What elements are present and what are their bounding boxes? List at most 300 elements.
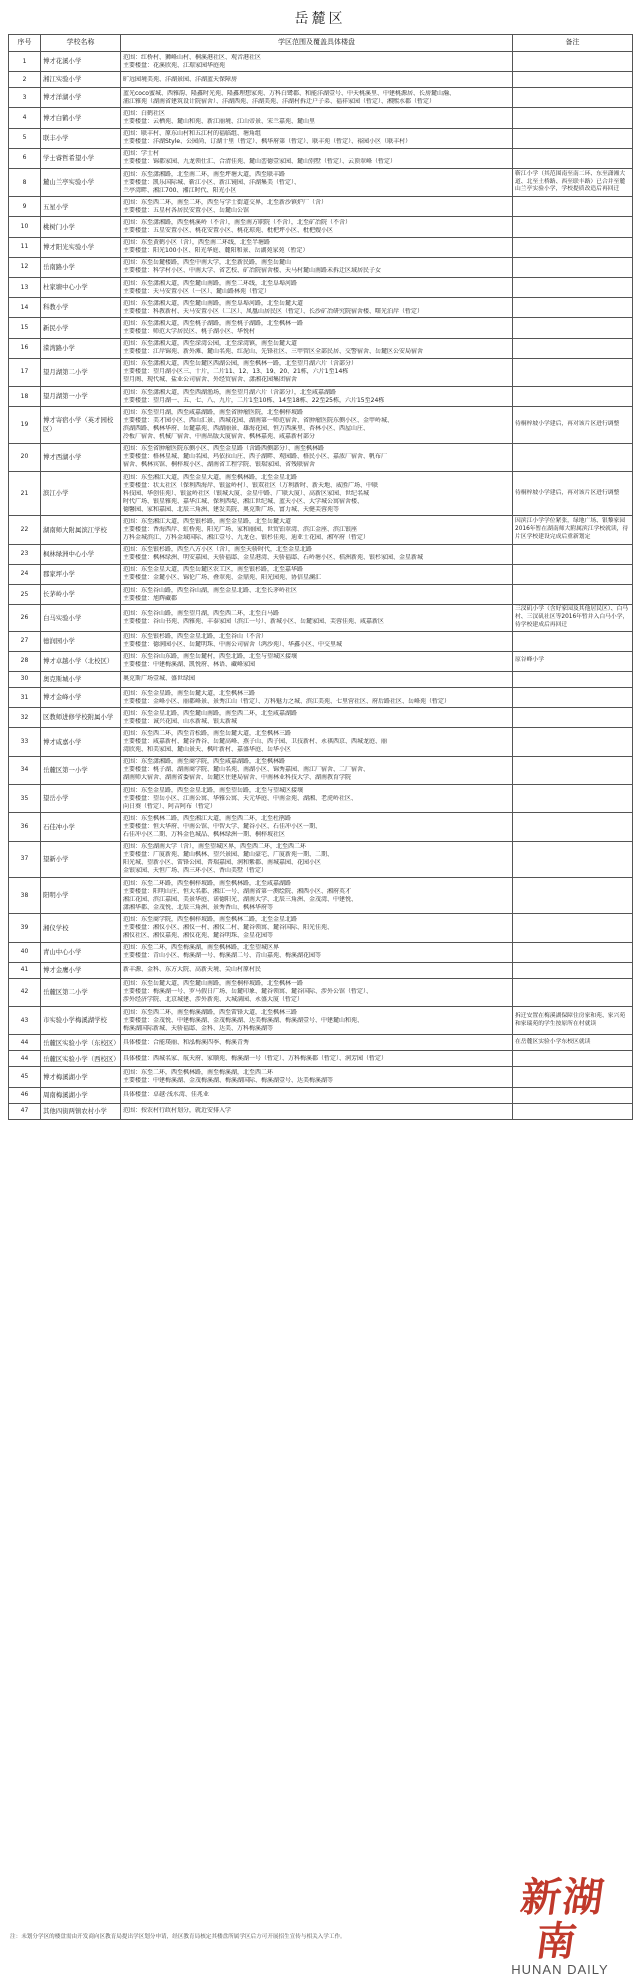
range-line: 范围：学士村 xyxy=(123,150,160,158)
range-line: 石佳冲小区二期、万科金色城品、枫林绿洲一期、桐梓坡社区 xyxy=(123,830,286,838)
district-range xyxy=(121,318,513,338)
school-name: 市实验小学梅溪湖学校 xyxy=(41,1007,121,1035)
table-row xyxy=(9,257,633,277)
school-name: 奥克斯城小学 xyxy=(41,671,121,687)
district-range xyxy=(121,585,513,605)
range-line: 宿舍、枫林宾馆、桐梓坡小区、湖南省工程学院、银瑞家园、省残联宿舍 xyxy=(123,461,316,469)
range-line: 主要楼盘：枫林绿洲、明安嘉园、天骄福邸、金星港湾、天骄福邸、石岭塘小区、桔洲新苑、银杉家园、金星新城 xyxy=(123,554,424,562)
table-row xyxy=(9,72,633,88)
remark xyxy=(513,358,633,386)
school-name: 五星小学 xyxy=(41,197,121,217)
remark xyxy=(513,877,633,913)
district-range xyxy=(121,128,513,148)
row-number: 20 xyxy=(9,443,41,471)
school-name: 白马实验小学 xyxy=(41,605,121,631)
range-line: 主要楼盘：中建梅溪湖、凯悦府、林语、藏峰家园 xyxy=(123,661,256,669)
watermark-english-text: HUNAN DAILY xyxy=(511,1962,609,1977)
remark xyxy=(513,1067,633,1087)
district-range xyxy=(121,1035,513,1051)
range-line: 范围：联丰村、原东山村和五江村的福临组、塘角组 xyxy=(123,130,262,138)
range-line: 范围：东至西二环，南至梅溪湖路，西至雷锋大道，北至枫林三路 xyxy=(123,1008,298,1016)
table-row xyxy=(9,217,633,237)
range-line: 主要楼盘：阳光100小区、阳光华庭、麓阳和景、岳湖苑家苑（暂定） xyxy=(123,247,309,255)
range-line: 主要楼盘：旭辉藏郡 xyxy=(123,594,178,602)
range-line: 主要楼盘：格林星城、麓山名园、玛依拉山庄、西子湖畔、观园路、格民小区、嘉浓厂宿舍、帆布厂 xyxy=(123,453,388,461)
row-number: 28 xyxy=(9,651,41,671)
row-number: 43 xyxy=(9,1007,41,1035)
row-number: 35 xyxy=(9,784,41,812)
row-number: 30 xyxy=(9,671,41,687)
remark xyxy=(513,52,633,72)
district-range xyxy=(121,197,513,217)
page-title: 岳麓区 xyxy=(294,11,346,27)
district-range xyxy=(121,544,513,564)
row-number: 24 xyxy=(9,564,41,584)
remark xyxy=(513,1087,633,1103)
school-name: 新民小学 xyxy=(41,318,121,338)
range-line: 万科金城滨江、万科金域国际、湘江壹号、九龙仓、银杉佳苑、迪亚士花园、湘军府（暂定） xyxy=(123,534,370,542)
range-line: 范围：东至二环，西至梅溪湖，南至枫林路，北至望城区界 xyxy=(123,944,280,952)
district-range xyxy=(121,108,513,128)
table-row xyxy=(9,128,633,148)
remark xyxy=(513,813,633,841)
range-line: 范围：东至二环，西至枫林路，南至梅溪湖，北至西二环 xyxy=(123,1068,274,1076)
row-number: 15 xyxy=(9,318,41,338)
district-range xyxy=(121,237,513,257)
school-name: 湘江实验小学 xyxy=(41,72,121,88)
row-number: 17 xyxy=(9,358,41,386)
range-line: 范围：东至潇湘大道，西至麓山南路，南至阜埠河路，北至岳麓大道 xyxy=(123,299,304,307)
district-range xyxy=(121,813,513,841)
range-line: 范围：东至谷山东路，南至岳麓村，西至北路，北至与望城区接壤 xyxy=(123,653,298,661)
range-line: 范围：按农村行政村划分，就近安排入学 xyxy=(123,1107,232,1115)
table-row xyxy=(9,88,633,108)
remark xyxy=(513,544,633,564)
range-line: 主要楼盘：桃子湖、湖南商学院、麓山名苑、南湖小区、锦秀嘉园、南江厂宿舍、二厂宿舍、 xyxy=(123,766,370,774)
table-row xyxy=(9,277,633,297)
range-line: 浦江雅苑（湖南省建筑设计院宿舍）、洋湖西苑、洋湖美苑、洋湖村拆迁户子弟、福祥家园（暂定）、湘熙水郡（暂定） xyxy=(123,97,436,105)
district-range xyxy=(121,756,513,784)
district-range xyxy=(121,841,513,877)
range-line: 范围：东至湘江大道，西至金星大道，南至枫林路，北至金星北路 xyxy=(123,473,298,481)
range-line: 梅溪湖国际新城、天骄福邸、金科、达美、万科梅溪湖等 xyxy=(123,1024,274,1032)
range-line: 主要楼盘：云栖苑、麓山和苑、新江丽境、江山帝景、宋兰嘉苑、麓山里 xyxy=(123,117,316,125)
district-range xyxy=(121,407,513,443)
range-line: 主要楼盘：洋湖Style、公园尚、订湖十里（暂定）、枫华府第（暂定）、联丰苑（暂定）、裕园小区（联丰村） xyxy=(123,138,412,146)
school-name: 望岳小学 xyxy=(41,784,121,812)
range-line: 主要楼盘：湘仪小区、湘仪一村、湘仪二村、麓谷领寓、麓谷国际、阳光佳苑、 xyxy=(123,923,334,931)
range-line: 范围：东至银杉路，西至八方小区（含），南至天骄时代，北至金星北路 xyxy=(123,546,313,554)
school-name: 桃树门小学 xyxy=(41,217,121,237)
table-row xyxy=(9,631,633,651)
col-header-remark: 备注 xyxy=(513,35,633,52)
row-number: 44 xyxy=(9,1035,41,1051)
range-line: 主要楼盘：望月湖一、五、七、八、九片，二片1至10栋、14至18栋、22至25栋，六片15至24栋 xyxy=(123,396,385,404)
district-range xyxy=(121,564,513,584)
table-row xyxy=(9,651,633,671)
row-number: 11 xyxy=(9,237,41,257)
table-row xyxy=(9,108,633,128)
range-line: 主要楼盘：五星村各居民安置小区、岳麓山公馆 xyxy=(123,206,250,214)
school-name: 望月湖第一小学 xyxy=(41,387,121,407)
remark xyxy=(513,687,633,707)
table-row xyxy=(9,168,633,196)
table-row xyxy=(9,978,633,1006)
range-line: 范围：红桥村、狮峰山村、桐溪港社区、观音港社区 xyxy=(123,53,262,61)
remark xyxy=(513,756,633,784)
school-name: 学士睿哲希望小学 xyxy=(41,148,121,168)
row-number: 5 xyxy=(9,128,41,148)
table-row xyxy=(9,318,633,338)
district-range xyxy=(121,728,513,756)
range-line: 主要楼盘：谷山书苑、西雅苑、丰泰家园（滨江一号）、新城小区、岳麓家园、芙蓉佳苑、咸嘉新区 xyxy=(123,617,385,625)
range-line: 兰亭湾畔、湘江700、湘江时代、阳光小区 xyxy=(123,186,237,194)
range-line: 范围：东至商学院，西至桐梓坡路，南至枫林二路，北至金星北路 xyxy=(123,915,298,923)
table-row xyxy=(9,471,633,516)
row-number: 21 xyxy=(9,471,41,516)
district-range xyxy=(121,387,513,407)
district-range xyxy=(121,516,513,544)
school-name: 岳麓区实验小学（西校区） xyxy=(41,1051,121,1067)
range-line: 金银家园、天恒广场、西三环小区、香山美墅（暂定） xyxy=(123,867,268,875)
school-name: 博才梅溪湖小学 xyxy=(41,1067,121,1087)
table-row xyxy=(9,1087,633,1103)
district-range xyxy=(121,338,513,358)
row-number: 33 xyxy=(9,728,41,756)
range-line: 主要楼盘：恒大华府、中南公馆、中智大学、麓谷小区、石佳冲小区一期、 xyxy=(123,822,322,830)
school-name: 博才西湖小学 xyxy=(41,443,121,471)
remark xyxy=(513,88,633,108)
remark xyxy=(513,631,633,651)
range-line: 主要楼盘：天马安置小区（一区）、麓山路林苑（暂定） xyxy=(123,287,271,295)
remark: 原谷峰小学 xyxy=(513,651,633,671)
range-line: 具体楼盘：卓越·浅水湾、佳兆业 xyxy=(123,1091,209,1099)
table-row xyxy=(9,708,633,728)
row-number: 37 xyxy=(9,841,41,877)
range-line: 主要楼盘：望月湖小区三、十片，二片11、12、13、19、20、21栋，六片1至14栋 xyxy=(123,368,349,376)
footnote: 注：未划分学区的楼盘需由开发商向区教育局提出学区划分申请，经区教育局核定其楼盘所属学区后方可开展招生宣传与相关入学工作。 xyxy=(10,1934,346,1940)
district-range xyxy=(121,52,513,72)
district-range xyxy=(121,168,513,196)
remark xyxy=(513,671,633,687)
remark xyxy=(513,197,633,217)
table-row xyxy=(9,1103,633,1119)
school-name: 博才金峰小学 xyxy=(41,687,121,707)
row-number: 18 xyxy=(9,387,41,407)
school-name: 科教小学 xyxy=(41,298,121,318)
range-line: 主要楼盘：金峰小区、丽都峰景、景秀江山（暂定）、万科魅力之城、滨江美苑、七里营社区、府后路社区、岳峰苑（暂定） xyxy=(123,697,451,705)
remark xyxy=(513,1103,633,1119)
range-line: 主要楼盘：花溪欣苑、江璟家园华庭苑 xyxy=(123,61,226,69)
district-range xyxy=(121,877,513,913)
range-line: 主要楼盘：江岸锦苑、新外滩、麓山名苑、红泥山、先锋社区、三甲管区全部民居、交警宿舍、岳麓区公安局宿舍 xyxy=(123,348,424,356)
district-range xyxy=(121,708,513,728)
range-line: 范围：东至潇湘大道，西至麓山南路，南至二环线，北至阜埠河路 xyxy=(123,279,298,287)
district-range xyxy=(121,298,513,318)
remark xyxy=(513,108,633,128)
range-line: 范围：东至二环路，西至桐梓坡路，南至枫林路，北至咸嘉湖路 xyxy=(123,879,292,887)
remark xyxy=(513,338,633,358)
school-name: 湖南师大附属滨江学校 xyxy=(41,516,121,544)
table-row xyxy=(9,564,633,584)
school-name: 湘仪学校 xyxy=(41,914,121,942)
range-line: 湘江花园、滨江嘉园、美景华庭、诺德阳光、湖南大学、北辰三角洲、金茂湾、中建悦、 xyxy=(123,895,358,903)
row-number: 16 xyxy=(9,338,41,358)
range-line: 范围：东至潇湘大道，西至岳麓区西湖公园，南至枫林一路，北至望月湖六片（含部分） xyxy=(123,360,358,368)
remark xyxy=(513,841,633,877)
hunan-daily-watermark xyxy=(500,1876,620,1977)
table-row xyxy=(9,784,633,812)
row-number: 31 xyxy=(9,687,41,707)
remark xyxy=(513,387,633,407)
row-number: 36 xyxy=(9,813,41,841)
remark xyxy=(513,298,633,318)
range-line: 奥克斯广场壹城、盛世绿园 xyxy=(123,675,196,683)
range-line: 涉外经济学院、北京城建、涉外新苑、大城满园、永盛大厦（暂定） xyxy=(123,996,304,1004)
remark xyxy=(513,318,633,338)
school-name: 博才花溪小学 xyxy=(41,52,121,72)
district-range xyxy=(121,72,513,88)
range-line: 阳光城、望新小区、雷锋公园、普瑞嘉园、润和紫郡、南城嘉园、花园小区 xyxy=(123,859,322,867)
remark xyxy=(513,962,633,978)
table-row xyxy=(9,148,633,168)
school-name: 博才洋湖小学 xyxy=(41,88,121,108)
range-line: 主要楼盘：金茂悦、中建梅溪湖、金茂梅溪湖、达美梅溪湖、梅溪湖壹号、中建麓山和苑、 xyxy=(123,1016,364,1024)
school-name: 博才寄宿小学（英才园校区） xyxy=(41,407,121,443)
district-range xyxy=(121,1067,513,1087)
range-line: 主要楼盘：青山小区、梅溪湖一号、梅溪湖二号、青山嘉苑、梅溪湖花园等 xyxy=(123,952,322,960)
range-line: 向日葵（暂定）、阿吉阿布（暂定） xyxy=(123,802,217,810)
row-number: 19 xyxy=(9,407,41,443)
row-number: 22 xyxy=(9,516,41,544)
school-name: 望新小学 xyxy=(41,841,121,877)
table-row xyxy=(9,671,633,687)
table-row xyxy=(9,728,633,756)
table-row xyxy=(9,443,633,471)
row-number: 45 xyxy=(9,1067,41,1087)
school-name: 岳麓区实验小学（东校区） xyxy=(41,1035,121,1051)
col-header-no: 序号 xyxy=(9,35,41,52)
range-line: 潇湘华都、金茂悦、北辰三角洲、景秀香山、枫林华府等 xyxy=(123,903,274,911)
table-row xyxy=(9,358,633,386)
range-line: 范围：东至望月湖，西至咸嘉湖路，南至省肿瘤医院，北至桐梓坡路 xyxy=(123,408,304,416)
school-name: 博才阳光实验小学 xyxy=(41,237,121,257)
table-row xyxy=(9,942,633,962)
remark xyxy=(513,585,633,605)
remark xyxy=(513,564,633,584)
table-row xyxy=(9,877,633,913)
range-line: 主要楼盘：金麓小区、锦伦广场、叠翠苑、金鼎苑、阳光园苑、协信星澜汇 xyxy=(123,574,322,582)
row-number: 13 xyxy=(9,277,41,297)
range-line: 蓝光coco蜜城、西雅韵、隆鑫时光苑、隆鑫理想家苑、万科白鹭郡、和能洋湖壹号、中天桃溪里、中建桃源居、长房麓山瀚、 xyxy=(123,89,455,97)
row-number: 2 xyxy=(9,72,41,88)
district-range xyxy=(121,631,513,651)
range-line: 湾欣苑、和美家园、麓山景天、枫叶新村、嘉盛华庭、岳华小区 xyxy=(123,745,292,753)
district-range xyxy=(121,1087,513,1103)
district-range xyxy=(121,358,513,386)
range-line: 望月阁、现代城、盐业公司宿舍、外经贸宿舍、潇湘花园集团宿舍 xyxy=(123,376,298,384)
range-line: 范围：东至潇湘路，北至南二环，南至坪塘大道，西至联丰路 xyxy=(123,170,286,178)
range-line: 具体楼盘：合能璞丽、和泓梅溪四季、梅溪青秀 xyxy=(123,1038,250,1046)
range-line: 范围：东至金星路，南至岳麓大道，北至枫林三路 xyxy=(123,689,256,697)
range-line: 范围：东至湘江大道，西至银杉路，南至金星路，北至岳麓大道 xyxy=(123,518,292,525)
district-range xyxy=(121,605,513,631)
remark xyxy=(513,237,633,257)
table-row xyxy=(9,237,633,257)
range-line: 旷远园境美苑、洋湖景园、洋湖蓝天保障房 xyxy=(123,75,238,83)
remark xyxy=(513,148,633,168)
table-row xyxy=(9,962,633,978)
district-range xyxy=(121,651,513,671)
remark xyxy=(513,914,633,942)
school-name: 博才金鹰小学 xyxy=(41,962,121,978)
range-line: 主要楼盘：美才园小区、西山汇景、西城花园、湖南第一师范宿舍、省肿瘤医院东侧小区、金甲岭城、 xyxy=(123,416,394,424)
range-line: 主要楼盘：五星安置小区、桃花安置小区、桃花琼苑、枇杷坪小区、枇杷嫂小区 xyxy=(123,227,334,235)
remark: 待桐梓坡小学建后，再对该片区进行调整 xyxy=(513,407,633,443)
range-line: 范围：东至谷山路，南至望月湖，西至西二环，北至白马路 xyxy=(123,609,280,617)
school-name: 麓山兰亭实验小学 xyxy=(41,168,121,196)
col-header-range: 学区范围及覆盖具体楼盘 xyxy=(121,35,513,52)
remark xyxy=(513,257,633,277)
school-name: 阳明小学 xyxy=(41,877,121,913)
range-line: 范围：东至湖南大学（含），南至望城区界，西至西二环，北至西二环 xyxy=(123,843,307,851)
school-name: 长茅岭小学 xyxy=(41,585,121,605)
school-name: 岳南路小学 xyxy=(41,257,121,277)
table-row xyxy=(9,197,633,217)
range-line: 范围：白鹤社区 xyxy=(123,109,166,117)
range-line: 湘仪社区、湘仪嘉苑、湘仪花苑、麓谷明珠、金星花园等 xyxy=(123,931,274,939)
table-row xyxy=(9,516,633,544)
school-name: 杜家塘中心小学 xyxy=(41,277,121,297)
row-number: 3 xyxy=(9,88,41,108)
district-range xyxy=(121,217,513,237)
row-number: 42 xyxy=(9,978,41,1006)
range-line: 滨湖西路、枫林华府、岳麓嘉苑、西湖丽景、雄海花园、恒万西溪里、杏林小区、西屋山庄、 xyxy=(123,424,370,432)
range-line: 主要楼盘：德润园小区、岳麓明珠、中南公司宿舍（鸿沙苑）、华鑫小区、中交里城 xyxy=(123,641,343,649)
range-line: 范围：东至黄鹤小区（含），西至南二环线，北至半塘路 xyxy=(123,239,271,247)
range-line: 时代广场、银星雅苑、嘉华江城、保利西堤、湘江世纪城、蓝天小区、大学城公寓宿舍楼、 xyxy=(123,497,364,505)
school-name: 石佳冲小学 xyxy=(41,813,121,841)
table-row xyxy=(9,52,633,72)
table-row xyxy=(9,914,633,942)
table-row xyxy=(9,1035,633,1051)
district-range xyxy=(121,687,513,707)
range-line: 范围：东至潇湘路，西至桃溪岭（不含），南至南方职院（不含），北至矿冶院（不含） xyxy=(123,218,352,226)
range-line: 德馨园、家和嘉园、北辰三角洲、建发美院、奥克斯广场、富力城、天健芙蓉苑等 xyxy=(123,505,340,513)
table-row xyxy=(9,387,633,407)
district-range xyxy=(121,443,513,471)
table-row xyxy=(9,605,633,631)
remark xyxy=(513,72,633,88)
row-number: 34 xyxy=(9,756,41,784)
remark: 在岳麓区实验小学东校区就读 xyxy=(513,1035,633,1051)
table-row xyxy=(9,687,633,707)
range-line: 范围：东至潇湘路，南至商学院，西至咸嘉湖路，北至枫林路 xyxy=(123,758,286,766)
school-name: 博才卓越小学（北校区） xyxy=(41,651,121,671)
row-number: 14 xyxy=(9,298,41,318)
district-range xyxy=(121,257,513,277)
row-number: 23 xyxy=(9,544,41,564)
range-line: 范围：东至银杉路，西至金星北路，北至谷山（不含） xyxy=(123,633,268,641)
range-line: 范围：东至岳麓楼路，西至中南大学，北至新民路，南至岳麓山 xyxy=(123,259,292,267)
table-row xyxy=(9,407,633,443)
school-name: 联丰小学 xyxy=(41,128,121,148)
table-row xyxy=(9,1067,633,1087)
table-row xyxy=(9,338,633,358)
remark xyxy=(513,784,633,812)
district-range xyxy=(121,471,513,516)
district-range xyxy=(121,671,513,687)
range-line: 主要楼盘：凯乐国际城、靳江小区、新江镜园、洋湖集美（暂定）、 xyxy=(123,178,301,186)
school-name: 望月湖第二小学 xyxy=(41,358,121,386)
remark: 因滨江小学学位紧张，绿地广场、银黎家园2016年暂在湖南师大附属滨江学校就读，待片区学校建设完成后重新划定 xyxy=(513,516,633,544)
row-number: 46 xyxy=(9,1087,41,1103)
range-line: 范围：东至西二环，西至青松路，南至岳麓大道，北至枫林三路 xyxy=(123,729,292,737)
range-line: 范围：东至西二环，南至二环，西至与学士街道交界，北至新沙镇炉厂（含） xyxy=(123,198,328,206)
school-name: 区教师进修学校附属小学 xyxy=(41,708,121,728)
range-line: 范围：东至潇湘大道，西至溁湾公园，北至溁湾镇，南至岳麓大道 xyxy=(123,340,298,348)
col-header-school: 学校名称 xyxy=(41,35,121,52)
row-number: 12 xyxy=(9,257,41,277)
district-range xyxy=(121,942,513,962)
range-line: 范围：东至岳麓大道，西至麓山南路，南至桐梓坡路，北至枫林一路 xyxy=(123,980,304,988)
range-line: 范围：东至潇湘大道，西至西湖渔场，南至望月湖六片（含部分），北至咸嘉湖路 xyxy=(123,388,337,396)
range-line: 主要楼盘：锦都家园、九龙领仕汇、合清佳苑、麓山峦德壹家园、麓山别墅（暂定）、云顶翠峰（暂定） xyxy=(123,158,397,166)
range-line: 冷板厂宿舍、机械厂宿舍、中南出版大厦宿舍、枫林嘉苑、咸嘉新村部分 xyxy=(123,432,316,440)
school-name: 其他四街两镇农村小学 xyxy=(41,1103,121,1119)
remark xyxy=(513,708,633,728)
range-line: 主要楼盘：阳明山庄、恒大名都、湘江一号、湖南省第一测绘院、湘西小区、湘府英才 xyxy=(123,887,352,895)
school-name: 岳麓区第一小学 xyxy=(41,756,121,784)
remark xyxy=(513,942,633,962)
remark: 靳江小学（其范围南至南二环、东至潇湘大道、北至土桥路、西至联丰路）已合并至麓山兰亭实验小学，学校提质改造后再回迁 xyxy=(513,168,633,196)
district-range xyxy=(121,88,513,108)
range-line: 主要楼盘：咸嘉新村、麓谷香谷、岳麓高峰、燕子山、西子园、卫技新村、永祺西京、西城龙庭、丽 xyxy=(123,737,388,745)
row-number: 39 xyxy=(9,914,41,942)
school-name: 溁湾路小学 xyxy=(41,338,121,358)
school-name: 德润园小学 xyxy=(41,631,121,651)
row-number: 10 xyxy=(9,217,41,237)
range-line: 主要楼盘：中建梅溪湖、金茂梅溪湖、梅溪湖国际、梅溪湖壹号、达美梅溪湖等 xyxy=(123,1076,334,1084)
range-line: 科技园、华创佳苑）、银盆岭社区（银城大厦、金星中路、广联大厦）、高新区家园、世纪名城 xyxy=(123,489,370,497)
range-line: 新丰源、金科、东方大院、高新天境、尖山村原村民 xyxy=(123,966,262,974)
row-number: 8 xyxy=(9,168,41,196)
range-line: 主要楼盘：梅溪湖一号、罗马假日广场、岳麓印象、麓谷领寓、麓谷国际、涉外公馆（暂定）、 xyxy=(123,988,373,996)
watermark-logo-text: 新湖南 xyxy=(517,1874,609,1965)
table-row xyxy=(9,585,633,605)
table-body xyxy=(9,52,633,1120)
row-number: 27 xyxy=(9,631,41,651)
range-line: 主要楼盘：科教新村、天马安置小区（二区）、凤凰山居民区（暂定）、长沙矿冶研究院宿舍楼、曙光泊岸（暂定） xyxy=(123,307,424,315)
range-line: 主要楼盘：师范大学居民区、桃子湖小区、华悦村 xyxy=(123,327,256,335)
range-line: 范围：东至谷山路，西至谷山湖，南至金星北路、北至长茅岭社区 xyxy=(123,586,298,594)
district-range xyxy=(121,962,513,978)
school-name: 博才白鹤小学 xyxy=(41,108,121,128)
district-range xyxy=(121,1051,513,1067)
range-line: 范围：东至枫林二路，西至湘江大道，南至西二环，北至杜鹃路 xyxy=(123,814,292,822)
remark: 拆迁安置在梅溪湖保障住房家和苑、家兴苑和家瑞苑的学生按原所在村就读 xyxy=(513,1007,633,1035)
table-row xyxy=(9,1007,633,1035)
range-line: 范围：东至潇湘大道，西至桃子湖路，南至桃子湖路，北至枫林一路 xyxy=(123,319,304,327)
remark xyxy=(513,277,633,297)
range-line: 湖南师大宿舍、湖南省委宿舍、岳麓区住建局宿舍、中南林业科技大学、湖南教育学院 xyxy=(123,774,352,782)
remark xyxy=(513,728,633,756)
row-number: 38 xyxy=(9,877,41,913)
table-row xyxy=(9,298,633,318)
range-line: 范围：东至金星大道，西至岳麓区农工区，南至银杉路，北至嘉华路 xyxy=(123,566,304,574)
table-row xyxy=(9,1051,633,1067)
range-line: 主要楼盘：香海西岸、虹桥苑、阳光广场、家和丽园、世贸铂翠湾、滨江金座、滨江银座 xyxy=(123,526,358,534)
